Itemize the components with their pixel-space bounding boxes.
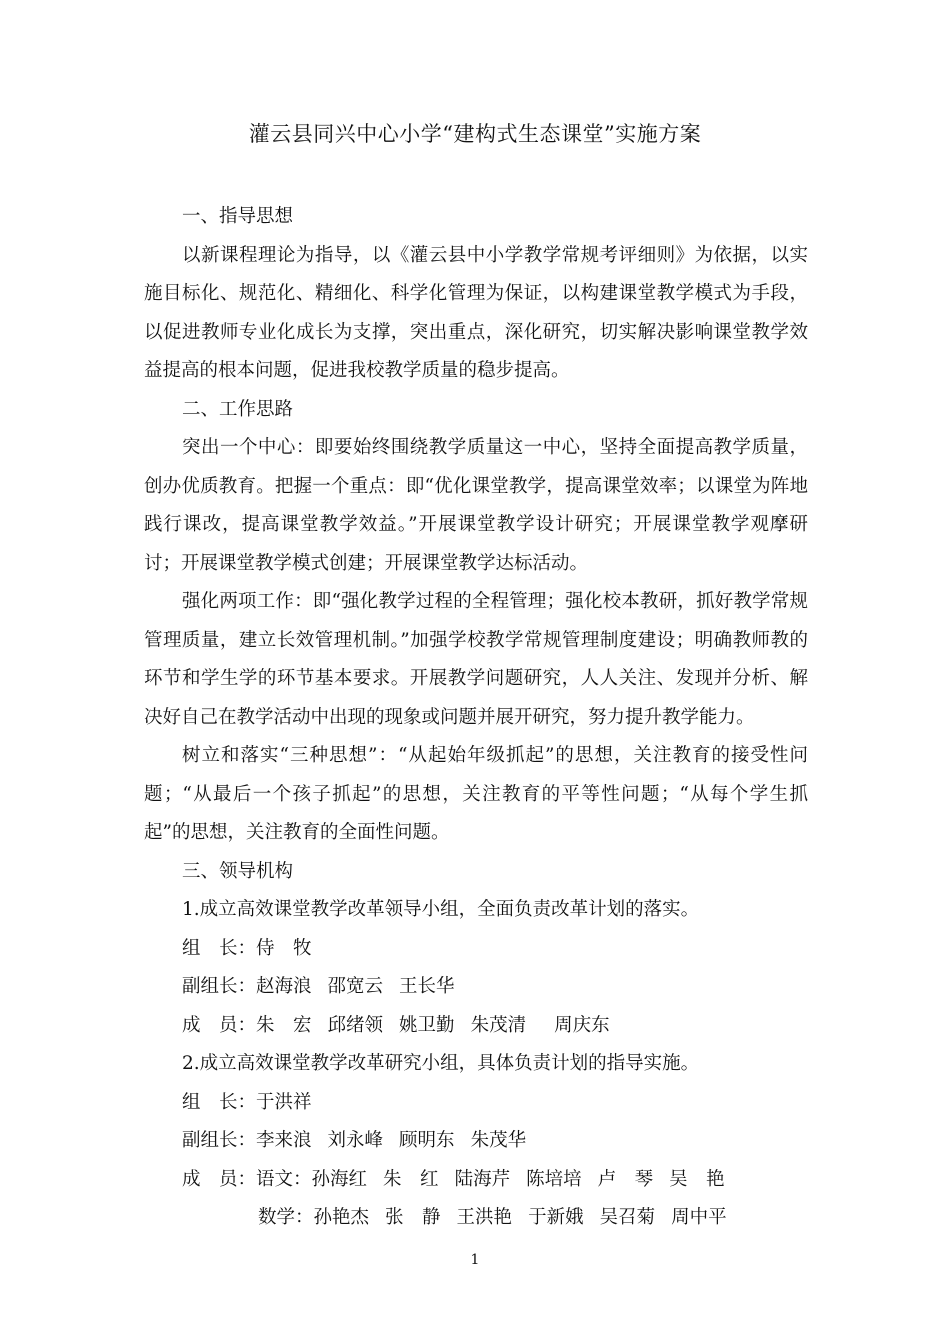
section-heading-leadership: 三、领导机构 (182, 860, 294, 882)
member-name: 孙艳杰 (313, 1207, 370, 1228)
member-name: 吴 艳 (669, 1168, 725, 1190)
member-name: 张 静 (385, 1207, 441, 1228)
document-body (144, 198, 808, 1238)
deputy-label: 副组长： (182, 976, 257, 997)
member-name: 卢 琴 (597, 1168, 654, 1190)
paragraph-guiding-ideology: 以新课程理论为指导，以《灌云县中小学教学常规考评细则》为依据，以实施目标化、规范化、精细化、科学化管理为保证，以构建课堂教学模式为手段，以促进教师专业化成长为支撑，突出重点，深化研究，切实解决影响课堂教学效益提高的根本问题，促进我校教学质量的稳步提高。 (144, 244, 808, 381)
group-2-chinese-row (144, 1161, 808, 1200)
member-name: 陆海芹 (454, 1168, 511, 1190)
group-2-math-row (144, 1199, 808, 1238)
member-name: 周庆东 (554, 1014, 610, 1036)
deputy-name: 顾明东 (399, 1130, 455, 1151)
member-name: 孙海红 (311, 1168, 368, 1190)
group-1-member-row (144, 1007, 808, 1046)
member-name: 朱 红 (383, 1168, 439, 1190)
member-name: 陈培培 (526, 1168, 582, 1190)
member-name: 王洪艳 (456, 1207, 513, 1228)
member-label: 成 员： (182, 1168, 257, 1190)
deputy-name: 王长华 (399, 976, 455, 997)
member-name: 邱绪领 (327, 1014, 384, 1036)
deputy-label: 副组长： (182, 1130, 257, 1151)
deputy-name: 李来浪 (256, 1130, 312, 1151)
paragraph-three-ideas: 树立和落实“三种思想”：“从起始年级抓起”的思想，关注教育的接受性问题；“从最后一个孩子抓起”的思想，关注教育的平等性问题；“从每个学生抓起”的思想，关注教育的全面性问题。 (144, 745, 808, 843)
member-name: 于新娥 (528, 1207, 584, 1228)
deputy-name: 朱茂华 (470, 1130, 527, 1151)
member-label: 成 员： (182, 1014, 257, 1036)
paragraph-two-tasks: 强化两项工作：即“强化教学过程的全程管理；强化校本教研，抓好教学常规管理质量，建立长效管理机制。”加强学校教学常规管理制度建设；明确教师教的环节和学生学的环节基本要求。开展教学问题研究，人人关注、发现并分析、解决好自己在教学活动中出现的现象或问题并展开研究，努力提升教学能力。 (144, 591, 808, 728)
section-heading-guiding-ideology: 一、指导思想 (182, 206, 294, 227)
deputy-name: 邵宽云 (327, 976, 384, 997)
deputy-name: 赵海浪 (256, 976, 312, 997)
group-2-deputy-row (144, 1122, 808, 1161)
document-title: 灌云县同兴中心小学“建构式生态课堂”实施方案 (248, 122, 702, 146)
section-heading-work-approach: 二、工作思路 (182, 398, 294, 420)
group-1-deputy-row (144, 968, 808, 1007)
leader-label: 组 长： (182, 937, 257, 959)
page-number: 1 (470, 1252, 480, 1268)
subject-label-math: 数学： (258, 1207, 314, 1228)
member-name: 姚卫勤 (399, 1014, 455, 1036)
group-1-intro: 1.成立高效课堂教学改革领导小组，全面负责改革计划的落实。 (182, 899, 700, 920)
member-name: 吴召菊 (599, 1207, 656, 1228)
group-2-intro: 2.成立高效课堂教学改革研究小组，具体负责计划的指导实施。 (182, 1053, 700, 1074)
member-name: 周中平 (671, 1207, 727, 1228)
paragraph-one-center: 突出一个中心：即要始终围绕教学质量这一中心，坚持全面提高教学质量，创办优质教育。把握一个重点：即“优化课堂教学，提高课堂效率；以课堂为阵地践行课改，提高课堂教学效益。”开展课堂教学设计研究；开展课堂教学观摩研讨；开展课堂教学模式创建；开展课堂教学达标活动。 (144, 437, 808, 574)
leader-name: 于洪祥 (256, 1091, 312, 1113)
member-name: 朱 宏 (256, 1014, 312, 1036)
deputy-name: 刘永峰 (327, 1130, 384, 1151)
subject-label-chinese: 语文： (256, 1168, 312, 1190)
group-2-leader-row (144, 1084, 808, 1123)
group-1-leader-row (144, 930, 808, 969)
leader-name: 侍 牧 (256, 937, 312, 959)
member-name: 朱茂清 (470, 1014, 527, 1036)
leader-label: 组 长： (182, 1091, 257, 1113)
